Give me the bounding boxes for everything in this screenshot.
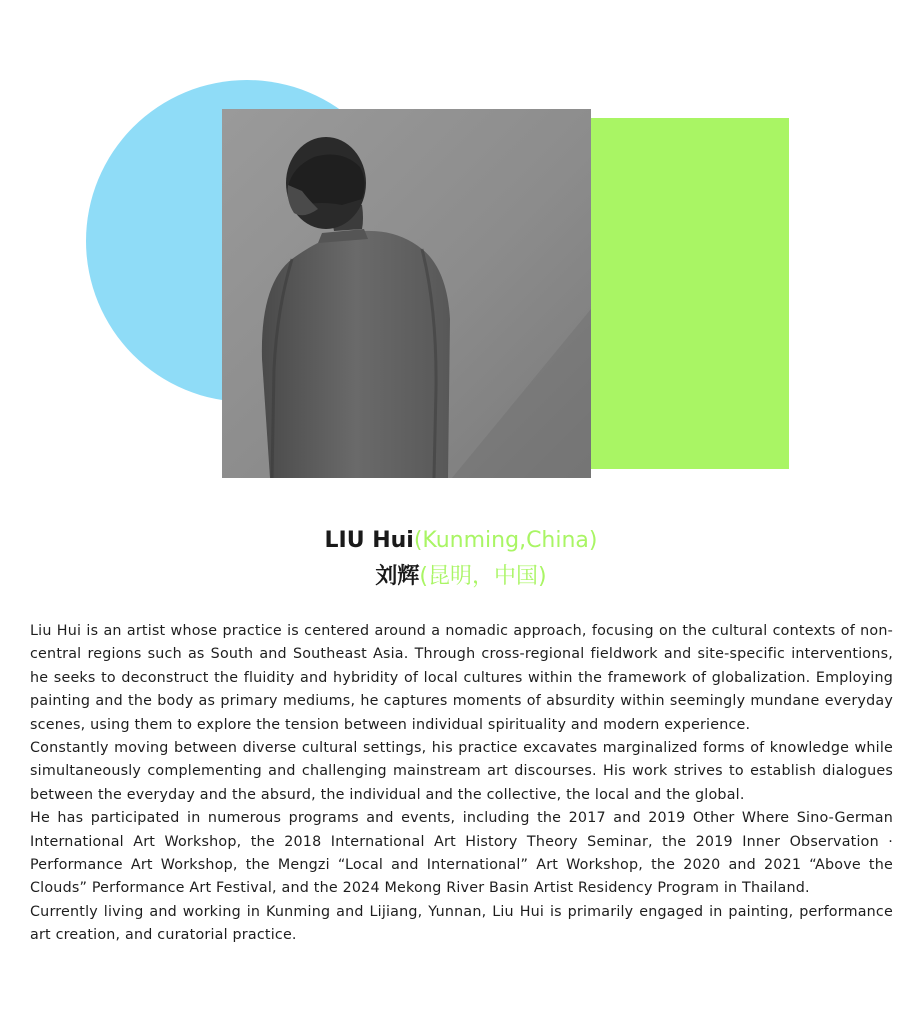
bio-paragraph-4: Currently living and working in Kunming and Lijiang, Yunnan, Liu Hui is primarily engaged in painting, performance art creation, and curatorial practice. [30,903,893,944]
bio-paragraph-3: He has participated in numerous programs and events, including the 2017 and 2019 Other Where Sino-German International Art Workshop, the 2018 International Art History Theory Seminar, the 2019 Inner Observation · Performance Art Workshop, the Mengzi “Local and International” Art Workshop, the 2020 and 2021 “Above the Clouds” Performance Art Festival, and the 2024 Mekong River Basin Artist Residency Program in Thailand. [30,810,893,897]
location-cn: (昆明，中国) [419,564,547,589]
artist-name-chinese [0,563,922,591]
location-en: (Kunming,China) [413,528,598,553]
artist-name-english [0,527,922,555]
name-en: LIU Hui [324,528,414,553]
artist-portrait-photo [222,109,591,478]
name-cn: 刘辉 [375,564,420,589]
bio-paragraph-2: Constantly moving between diverse cultural settings, his practice excavates marginalized forms of knowledge while simultaneously complementing and challenging mainstream art discourses. His work strives to establish dialogues between the everyday and the absurd, the individual and the collective, the local and the global. [30,740,893,803]
decorative-green-rectangle [588,118,789,469]
portrait-illustration [222,109,591,478]
artist-biography [30,620,893,948]
bio-paragraph-1: Liu Hui is an artist whose practice is centered around a nomadic approach, focusing on the cultural contexts of non-central regions such as South and Southeast Asia. Through cross-regional fieldwork and site-specific interventions, he seeks to deconstruct the fluidity and hybridity of local cultures within the framework of globalization. Employing painting and the body as primary mediums, he captures moments of absurdity within seemingly mundane everyday scenes, using them to explore the tension between individual spirituality and modern experience. [30,623,893,733]
